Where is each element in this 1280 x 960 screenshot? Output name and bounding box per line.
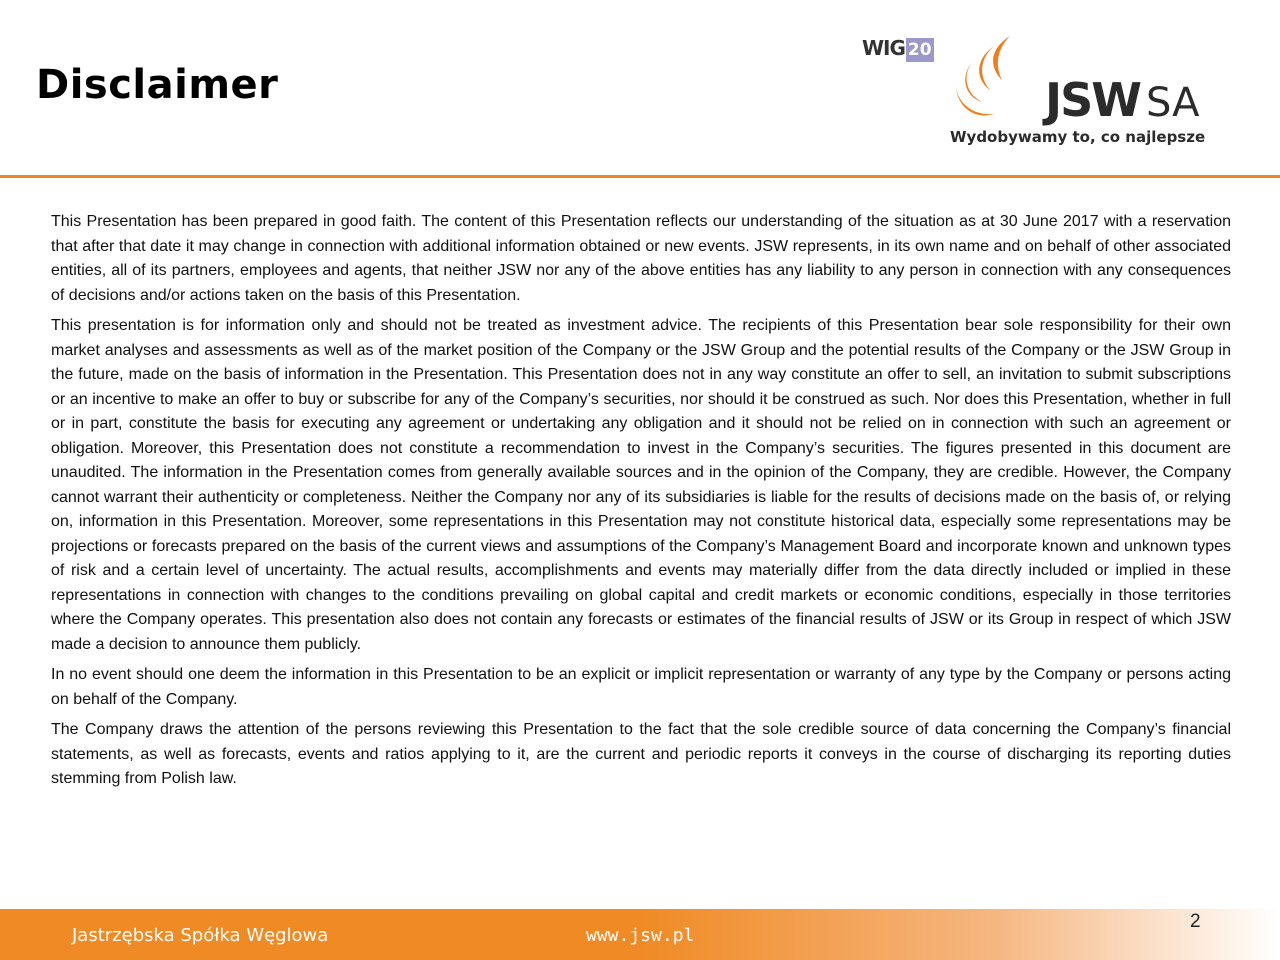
jsw-sa-wordmark — [1045, 72, 1199, 131]
paragraph: This Presentation has been prepared in good faith. The content of this Presentation reflects our understanding of the situation as at 30 June 2017 with a reservation that after that date it may change in connection with additional information obtained or new events. JSW represents, in its own name and on behalf of other associated entities, all of its partners, employees and agents, that neither JSW nor any of the above entities has any liability to any person in connection with any consequences of decisions and/or actions taken on the basis of this Presentation. — [51, 213, 1231, 304]
tagline: Wydobywamy to, co najlepsze — [950, 128, 1206, 146]
footer-website-link[interactable]: www.jsw.pl — [586, 925, 695, 946]
paragraph: The Company draws the attention of the persons reviewing this Presentation to the fact that the sole credible source of data concerning the Company’s financial statements, as well as forecasts, events and ratios applying to it, are the current and periodic reports it conveys in the course of discharging its reporting duties stemming from Polish law. — [51, 721, 1231, 787]
footer-bar — [0, 909, 1280, 960]
footer-company-name: Jastrzębska Spółka Węglowa — [72, 925, 329, 946]
header-logos — [850, 20, 1250, 160]
disclaimer-body — [51, 210, 1231, 798]
page-number: 2 — [1190, 911, 1201, 932]
wig-number: 20 — [907, 40, 932, 60]
paragraph: This presentation is for information only and should not be treated as investment advice. The recipients of this Presentation bear sole responsibility for their own market analyses and assessments as well as of the market position of the Company or the JSW Group and the potential results of the Company or the JSW Group in the future, made on the basis of information in the Presentation. This Presentation does not in any way constitute an offer to sell, an invitation to submit subscriptions or an incentive to make an offer to buy or subscribe for any of the Company’s securities, nor should it be construed as such. Nor does this Presentation, whether in full or in part, constitute the basis for executing any agreement or undertaking any obligation and it should not be relied on in connection with such an agreement or obligation. Moreover, this Presentation does not constitute a recommendation to invest in the Company’s securities. The figures presented in this document are unaudited. The information in the Presentation comes from generally available sources and in the opinion of the Company, they are credible. However, the Company cannot warrant their authenticity or completeness. Neither the Company nor any of its subsidiaries is liable for the results of decisions made on the basis of, or relying on, information in this Presentation. Moreover, some representations in this Presentation may not constitute historical data, especially some representations may be projections or forecasts prepared on the basis of the current views and assumptions of the Company’s Management Board and incorporate known and unknown types of risk and a certain level of uncertainty. The actual results, accomplishments and events may materially differ from the data directly included or implied in these representations in connection with changes to the conditions prevailing on global capital and credit markets or economic conditions, especially in those territories where the Company operates. This presentation also does not contain any forecasts or estimates of the financial results of JSW or its Group in respect of which JSW made a decision to announce them publicly. — [51, 317, 1231, 653]
page-title: Disclaimer — [36, 62, 279, 108]
jsw-swoosh-logo-icon — [950, 28, 1050, 128]
wig20-logo — [862, 36, 934, 60]
header-divider — [0, 175, 1280, 178]
paragraph: In no event should one deem the information in this Presentation to be an explicit or implicit representation or warranty of any type by the Company or persons acting on behalf of the Company. — [51, 666, 1231, 708]
brand-main: JSW — [1045, 73, 1140, 127]
wig-prefix: WIG — [862, 36, 905, 60]
brand-suffix: SA — [1145, 80, 1200, 126]
